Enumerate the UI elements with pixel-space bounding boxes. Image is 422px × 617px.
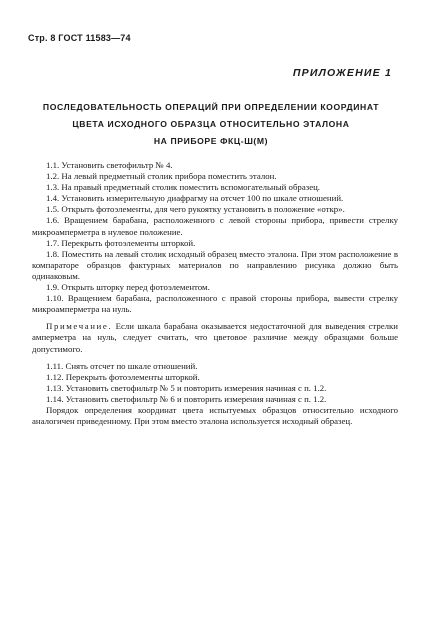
step-1-1: 1.1. Установить светофильтр № 4. [46,160,173,170]
step-1-3: 1.3. На правый предметный столик поместить вспомогательный образец. [46,182,321,193]
note-paragraph [32,321,398,354]
step-1-7: 1.7. Перекрыть фотоэлементы шторкой. [46,237,196,248]
step-1-10: 1.10. Вращением барабана, расположенного с правой стороны прибора, вывести стрелку микроамперметра на нуль. [32,293,398,315]
title-line-2: ЦВЕТА ИСХОДНОГО ОБРАЗЦА ОТНОСИТЕЛЬНО ЭТАЛОНА [72,119,350,129]
step-1-13: 1.13. Установить светофильтр № 5 и повторить измерения начиная с п. 1.2. [46,382,327,393]
step-1-4: 1.4. Установить измерительную диафрагму на отсчет 100 по шкале отношений. [46,193,344,204]
title-line-1: ПОСЛЕДОВАТЕЛЬНОСТЬ ОПЕРАЦИЙ ПРИ ОПРЕДЕЛЕНИИ КООРДИНАТ [42,102,380,112]
step-1-6: 1.6. Вращением барабана, расположенного с левой стороны прибора, привести стрелку микроамперметра в нулевое положение. [32,215,398,237]
step-1-14: 1.14. Установить светофильтр № 6 и повторить измерения начиная с п. 1.2. [46,393,327,404]
step-1-12: 1.12. Перекрыть фотоэлементы шторкой. [46,371,200,382]
running-head: Стр. 8 ГОСТ 11583—74 [28,33,131,43]
note-label: Примечание. [46,321,113,332]
step-1-2: 1.2. На левый предметный столик прибора поместить эталон. [46,171,277,182]
step-1-8: 1.8. Поместить на левый столик исходный образец вместо эталона. При этом расположение в компараторе образцов фактурных материалов по направлению рисунка должно быть одинаковым. [32,248,398,281]
step-1-5: 1.5. Открыть фотоэлементы, для чего рукоятку установить в положение «откр». [46,204,345,215]
title-line-3: НА ПРИБОРЕ ФКЦ-Ш(М) [153,136,269,146]
step-1-9: 1.9. Открыть шторку перед фотоэлементом. [46,282,210,293]
appendix-label: ПРИЛОЖЕНИЕ 1 [292,67,392,79]
document-title [30,99,392,150]
document-body [32,160,398,427]
closing-paragraph: Порядок определения координат цвета испытуемых образцов относительно исходного аналогичен приведенному. При этом вместо эталона используется исходный образец. [32,404,398,427]
step-1-11: 1.11. Снять отсчет по шкале отношений. [46,360,198,371]
note-text: Если шкала барабана оказывается недостаточной для выведения стрелки амперметра на нуль, следует считать, что цветовое различие между образцами больше допустимого. [32,321,398,354]
